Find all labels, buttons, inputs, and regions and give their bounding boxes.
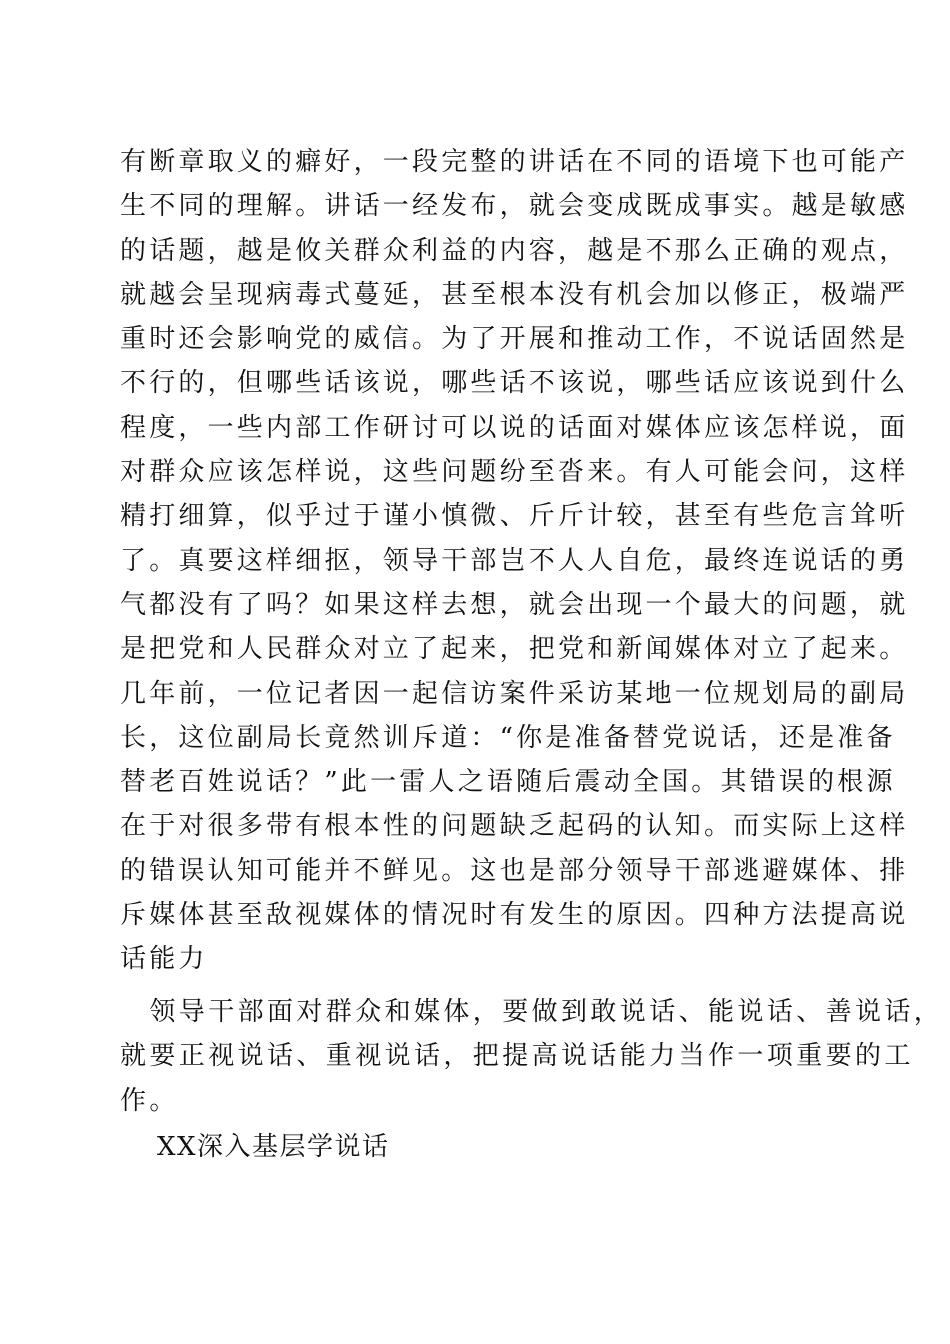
text-line: 气都没有了吗？如果这样去想，就会出现一个最大的问题，就 xyxy=(120,589,909,620)
text-line: 是把党和人民群众对立了起来，把党和新闻媒体对立了起来。 xyxy=(120,634,909,665)
text-line: 就要正视说话、重视说话，把提高说话能力当作一项重要的工 xyxy=(120,1041,914,1072)
text-line: 精打细算，似乎过于谨小慎微、斤斤计较，甚至有些危言耸听 xyxy=(120,501,909,532)
body-paragraph xyxy=(120,990,944,1123)
text-line: 不行的，但哪些话该说，哪些话不该说，哪些话应该说到什么 xyxy=(120,368,909,399)
text-line: 生不同的理解。讲话一经发布，就会变成既成事实。越是敏感 xyxy=(120,191,909,222)
text-line: 就越会呈现病毒式蔓延，甚至根本没有机会加以修正，极端严 xyxy=(120,279,909,310)
text-line: 有断章取义的癖好，一段完整的讲话在不同的语境下也可能产 xyxy=(120,147,909,177)
text-line: 重时还会影响党的威信。为了开展和推动工作，不说话固然是 xyxy=(120,324,909,355)
text-line: 替老百姓说话？”此一雷人之语随后震动全国。其错误的根源 xyxy=(120,767,896,798)
section-heading: XX深入基层学说话 xyxy=(157,1132,390,1162)
text-line: 了。真要这样细抠，领导干部岂不人人自危，最终连说话的勇 xyxy=(120,545,909,576)
text-line: 对群众应该怎样说，这些问题纷至沓来。有人可能会问，这样 xyxy=(120,457,909,488)
text-line: 在于对很多带有根本性的问题缺乏起码的认知。而实际上这样 xyxy=(120,811,909,842)
text-line: 的错误认知可能并不鲜见。这也是部分领导干部逃避媒体、排 xyxy=(120,855,909,886)
text-line: 长，这位副局长竟然训斥道：“你是准备替党说话，还是准备 xyxy=(120,722,896,753)
text-line: 几年前，一位记者因一起信访案件采访某地一位规划局的副局 xyxy=(120,678,909,709)
text-line: 领导干部面对群众和媒体，要做到敢说话、能说话、善说话， xyxy=(120,997,944,1027)
text-line: 话能力 xyxy=(120,944,208,975)
text-line: 的话题，越是攸关群众利益的内容，越是不那么正确的观点， xyxy=(120,235,909,266)
text-line: 程度，一些内部工作研讨可以说的话面对媒体应该怎样说，面 xyxy=(120,412,909,443)
text-line: 作。 xyxy=(120,1085,179,1116)
body-paragraph xyxy=(120,140,909,982)
text-line: 斥媒体甚至敌视媒体的情况时有发生的原因。四种方法提高说 xyxy=(120,900,909,931)
